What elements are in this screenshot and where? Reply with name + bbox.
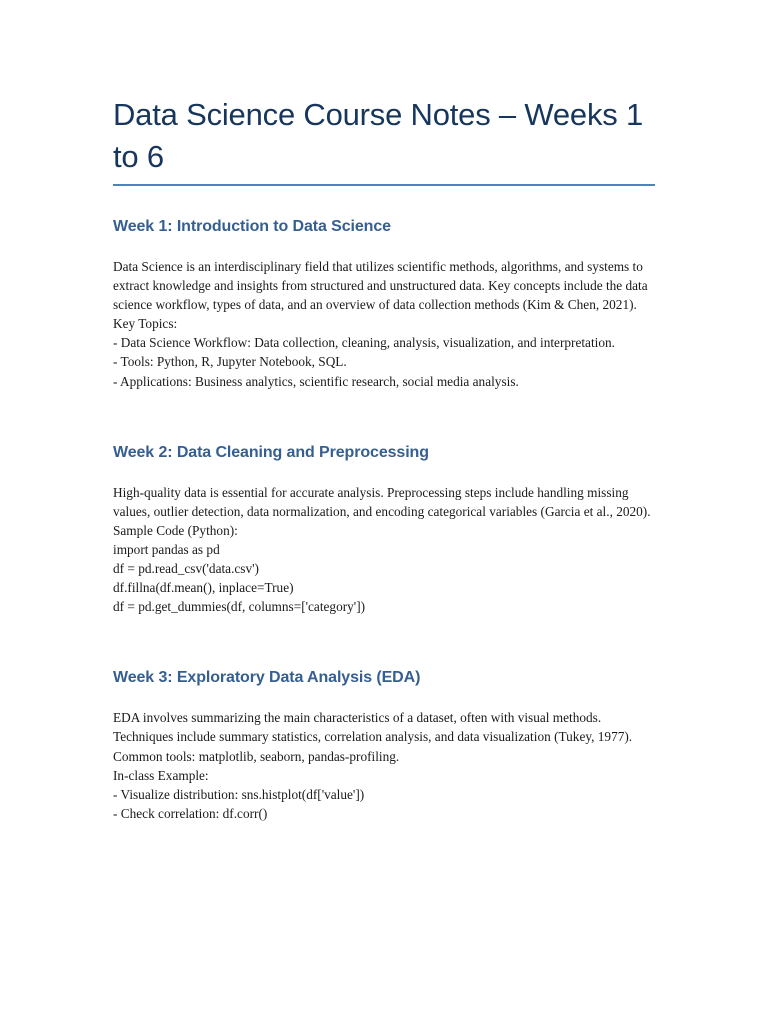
week-1-section [113,216,658,391]
week-1-body [113,257,658,391]
week-2-code-line: df = pd.read_csv('data.csv') [113,561,259,577]
week-3-line: - Check correlation: df.corr() [113,805,268,821]
week-2-body [113,483,658,617]
week-2-section [113,442,658,617]
week-3-heading: Week 3: Exploratory Data Analysis (EDA) [113,669,421,687]
title-underline-rule [113,184,655,186]
week-2-paragraph: High-quality data is essential for accurate analysis. Preprocessing steps include handling missing values, outlier detection, data normalization, and encoding categorical variables (Garcia et al., 2020). [113,484,651,519]
week-2-heading: Week 2: Data Cleaning and Preprocessing [113,443,429,461]
document-page [113,0,658,823]
week-3-paragraph: EDA involves summarizing the main characteristics of a dataset, often with visual methods. Techniques include summary statistics, correlation analysis, and data visualization (Tukey, 1977). [113,710,633,745]
week-1-heading: Week 1: Introduction to Data Science [113,218,391,235]
document-title: Data Science Course Notes – Weeks 1 to 6 [113,97,644,174]
week-1-line: Key Topics: [113,316,178,332]
week-3-section [113,667,658,823]
week-1-line: - Data Science Workflow: Data collection, cleaning, analysis, visualization, and interpretation. [113,335,615,351]
week-1-paragraph: Data Science is an interdisciplinary field that utilizes scientific methods, algorithms, and systems to extract knowledge and insights from structured and unstructured data. Key concepts include the data science workflow, types of data, and an overview of data collection methods (Kim & Chen, 2021). [113,259,648,313]
week-3-body [113,708,658,823]
week-1-line: - Applications: Business analytics, scientific research, social media analysis. [113,373,519,389]
week-2-code-line: import pandas as pd [113,541,220,557]
week-3-line: - Visualize distribution: sns.histplot(df['value']) [113,786,365,802]
week-1-line: - Tools: Python, R, Jupyter Notebook, SQL. [113,354,347,370]
week-3-line: In-class Example: [113,767,209,783]
week-3-line: Common tools: matplotlib, seaborn, pandas-profiling. [113,748,400,764]
week-2-line: Sample Code (Python): [113,522,238,538]
week-2-code-line: df = pd.get_dummies(df, columns=['category']) [113,599,366,615]
week-2-code-line: df.fillna(df.mean(), inplace=True) [113,580,294,596]
